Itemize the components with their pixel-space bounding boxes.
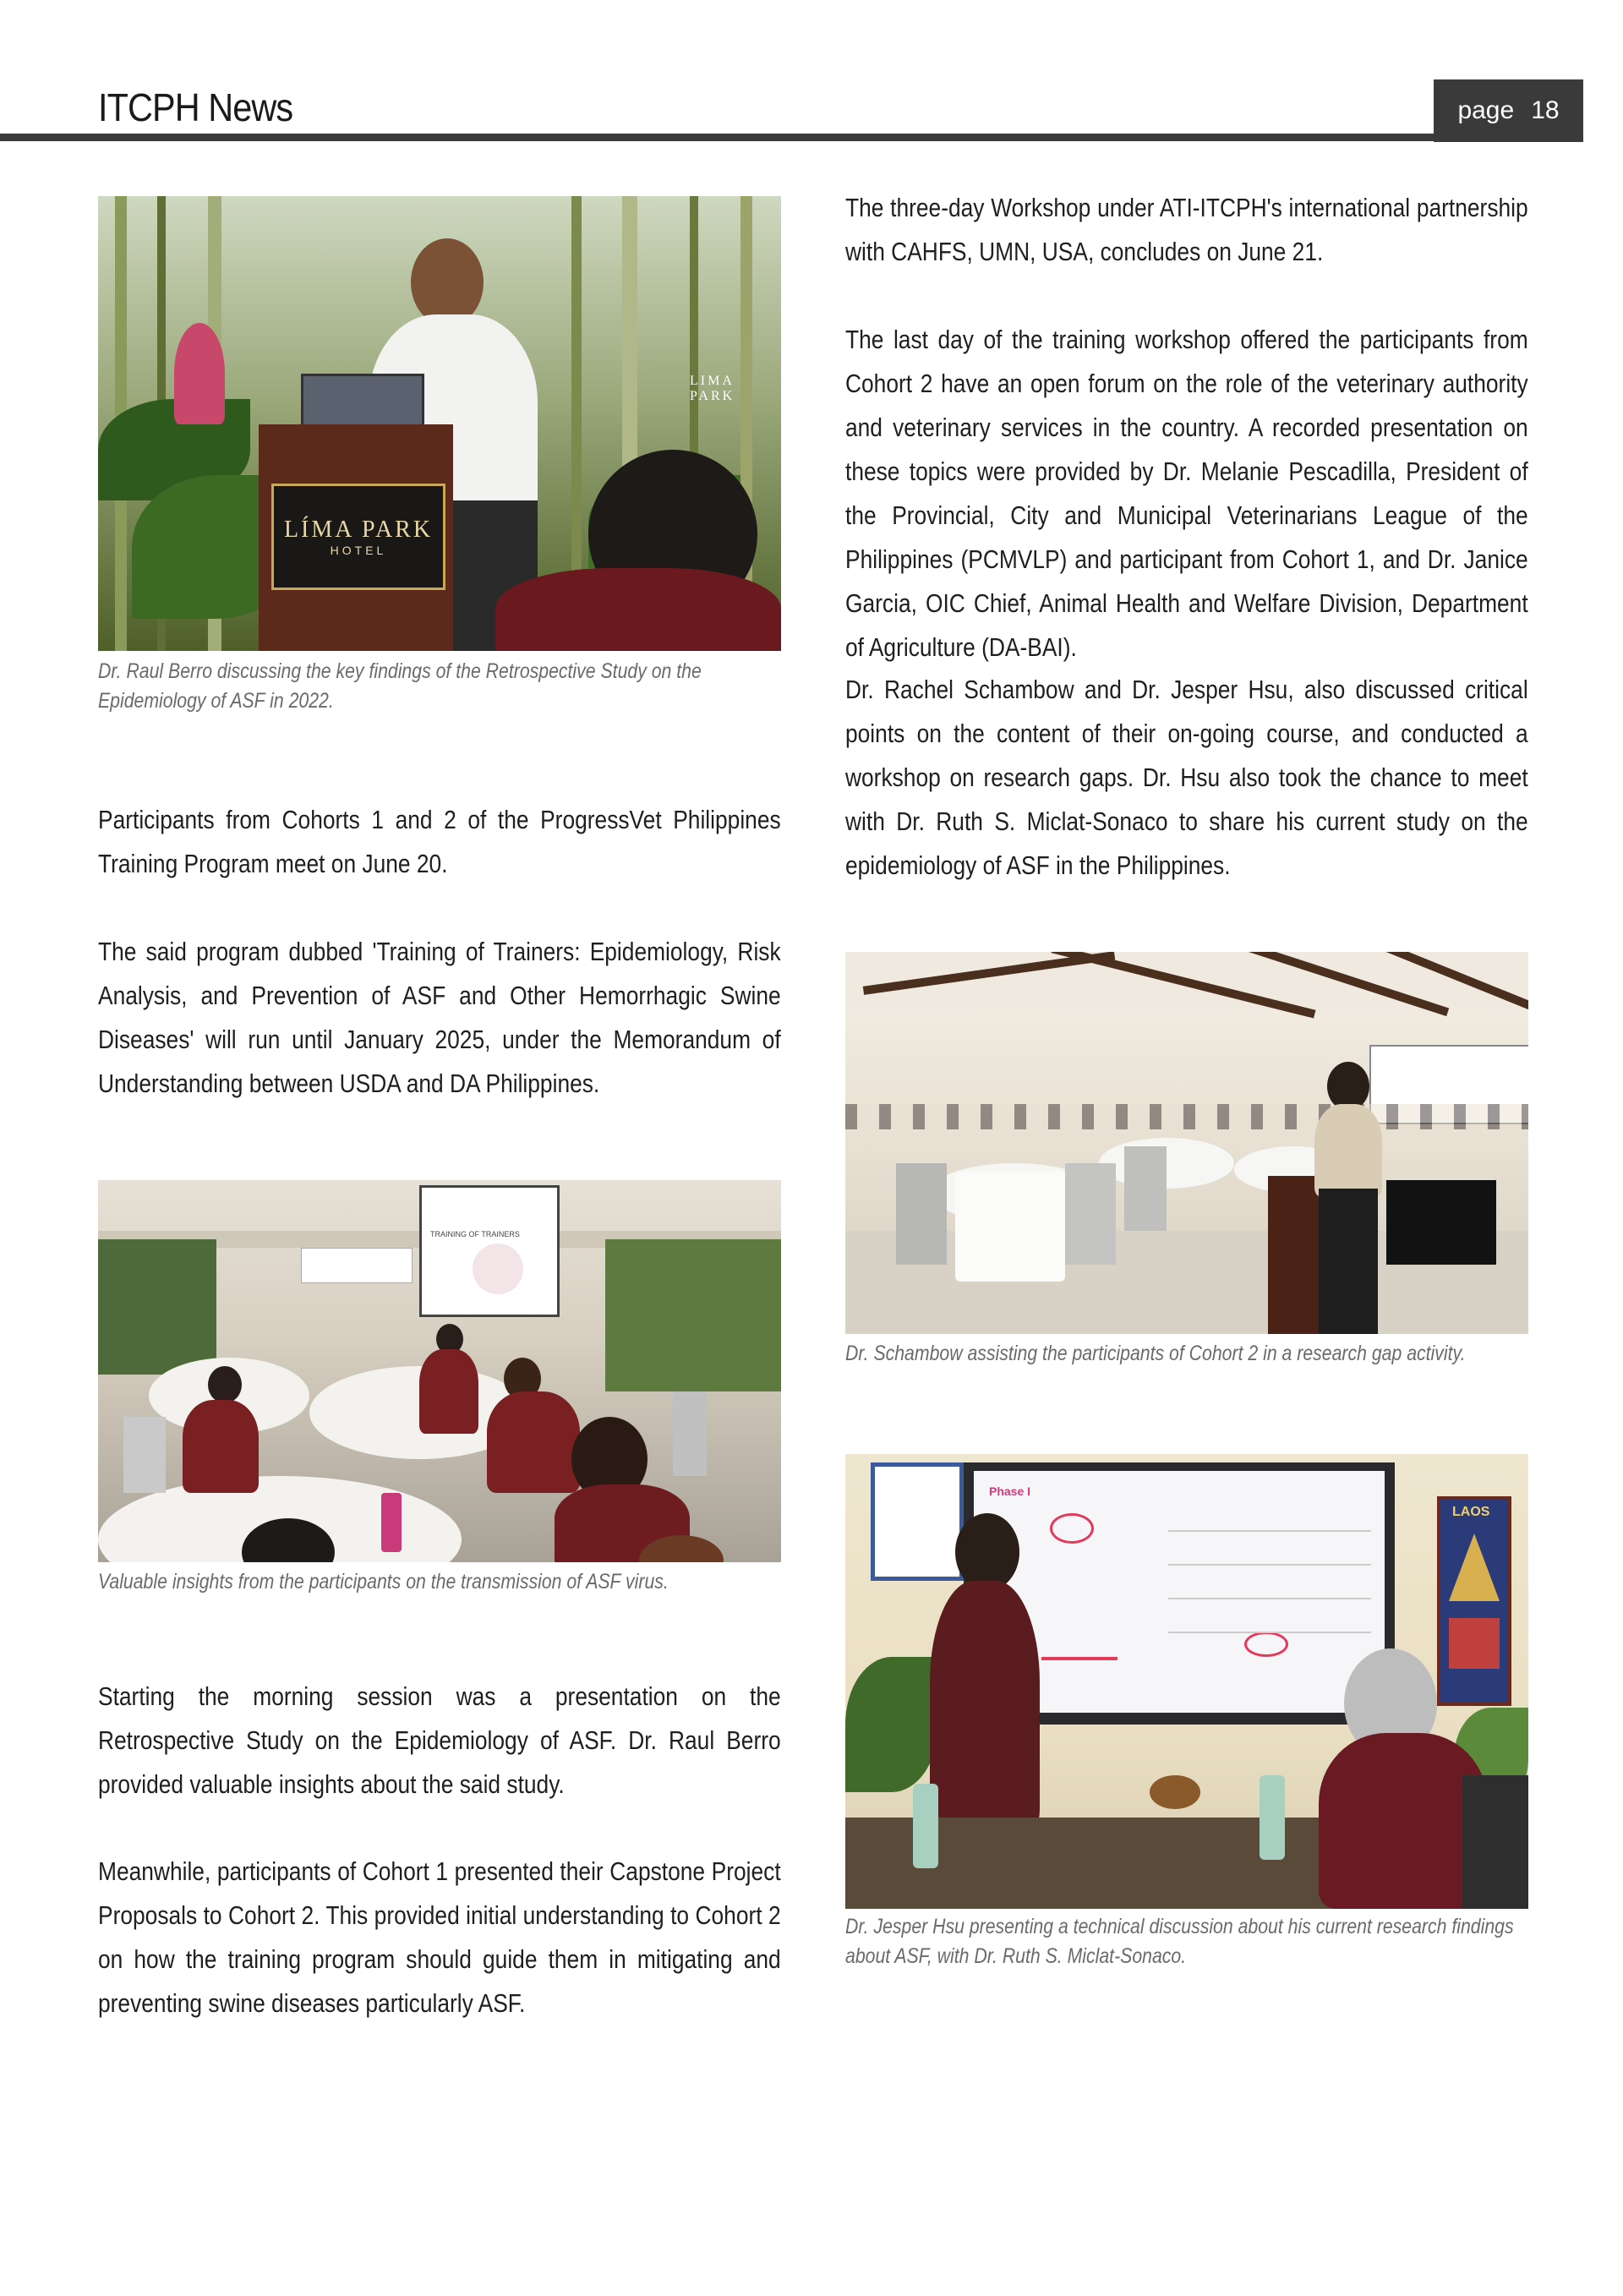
left-paragraph-2: The said program dubbed 'Training of Trainers: Epidemiology, Risk Analysis, and Prevention of ASF and Other Hemorrhagic Swine Diseases' will run until January 2025, under the Memorandum of Understanding between USDA and DA Philippines.: [98, 937, 781, 1098]
podium-sub: HOTEL: [330, 544, 387, 557]
caption-photo-hsu: Dr. Jesper Hsu presenting a technical discussion about his current research findings about ASF, with Dr. Ruth S. Miclat-Sonaco.: [845, 1915, 1514, 1968]
newsletter-title: ITCPH News: [98, 85, 293, 129]
header-rule: [0, 134, 1582, 141]
screen-title: TRAINING OF TRAINERS: [430, 1230, 520, 1238]
right-paragraph-3: Dr. Rachel Schambow and Dr. Jesper Hsu, also discussed critical points on the content of their on-going course, and conducted a workshop on research gaps. Dr. Hsu also took the chance to meet with Dr. Ruth S. Miclat-Sonaco to share his current study on the epidemiology of ASF in the Philippines.: [845, 675, 1528, 880]
left-paragraph-1: Participants from Cohorts 1 and 2 of the ProgressVet Philippines Training Program meet on June 20.: [98, 805, 781, 878]
photo-speaker-podium: [98, 196, 781, 651]
wall-brand: LIMA PARK: [690, 374, 735, 403]
page-number: 18: [1531, 96, 1560, 124]
banner-text: LAOS: [1452, 1505, 1490, 1519]
caption-photo-speaker: Dr. Raul Berro discussing the key findings of the Retrospective Study on the Epidemiology of ASF in 2022.: [98, 659, 702, 713]
photo-schambow-hall: [845, 952, 1528, 1334]
page-label: page: [1457, 96, 1515, 124]
caption-photo-participants: Valuable insights from the participants on the transmission of ASF virus.: [98, 1570, 669, 1594]
left-paragraph-3: Starting the morning session was a presentation on the Retrospective Study on the Epidemiology of ASF. Dr. Raul Berro provided valuable insights about the said study.: [98, 1681, 781, 1799]
right-paragraph-2: The last day of the training workshop offered the participants from Cohort 2 have an open forum on the role of the veterinary authority and veterinary services in the country. A recorded presentation on these topics were provided by Dr. Melanie Pescadilla, President of the Provincial, City and Municipal Veterinarians League of the Philippines (PCMVLP) and participant from Cohort 1, and Dr. Janice Garcia, OIC Chief, Animal Health and Welfare Division, Department of Agriculture (DA-BAI).: [845, 325, 1528, 662]
podium-brand: LÍMA PARK: [283, 517, 434, 543]
caption-photo-schambow: Dr. Schambow assisting the participants of Cohort 2 in a research gap activity.: [845, 1342, 1466, 1365]
photo-participants-tables: [98, 1180, 781, 1562]
whiteboard-heading: Phase I: [989, 1484, 1031, 1498]
right-paragraph-1: The three-day Workshop under ATI-ITCPH's international partnership with CAHFS, UMN, USA, concludes on June 21.: [845, 193, 1528, 266]
left-paragraph-4: Meanwhile, participants of Cohort 1 presented their Capstone Project Proposals to Cohort 2. This provided initial understanding to Cohort 2 on how the training program should guide them in mitigating and preventing swine diseases particularly ASF.: [98, 1856, 781, 2018]
photo-hsu-whiteboard: [845, 1454, 1528, 1909]
page-number-box: [1434, 79, 1583, 142]
